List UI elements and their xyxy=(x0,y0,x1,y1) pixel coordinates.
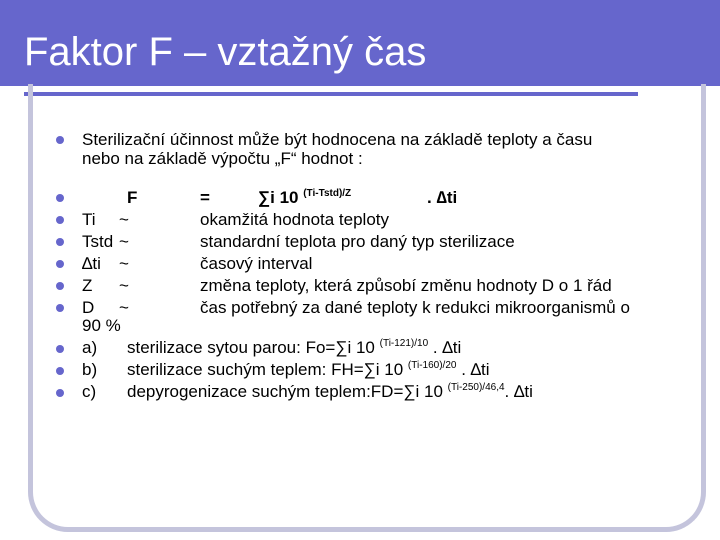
definition-tilde: ~ xyxy=(119,298,129,317)
bullet-icon xyxy=(56,194,64,202)
example-exponent: (Ti-160)/20 xyxy=(407,360,457,371)
intro-line-2: nebo na základě výpočtu „F“ hodnot : xyxy=(82,149,363,168)
definition-tilde: ~ xyxy=(119,276,129,295)
definition-text: změna teploty, která způsobí změnu hodnoty D o 1 řád xyxy=(200,276,612,295)
definition-tilde: ~ xyxy=(119,210,129,229)
definition-symbol: D xyxy=(82,298,95,317)
intro-line-1: Sterilizační účinnost může být hodnocena na základě teploty a času xyxy=(82,130,593,149)
example-exponent: (Ti-250)/46,4 xyxy=(447,382,505,393)
definition-text: standardní teplota pro daný typ sterilizace xyxy=(200,232,515,251)
bullet-icon xyxy=(56,216,64,224)
formula-tail: . ∆ti xyxy=(427,188,458,207)
bullet-icon xyxy=(56,367,64,375)
definition-tilde: ~ xyxy=(119,232,129,251)
example-body: depyrogenizace suchým teplem:FD=∑i 10 xyxy=(127,382,443,401)
bullet-icon xyxy=(56,304,64,312)
definition-symbol: Ti xyxy=(82,210,96,229)
definition-symbol: Tstd xyxy=(82,232,114,251)
example-tail: . ∆ti xyxy=(504,382,533,401)
bullet-icon xyxy=(56,389,64,397)
definition-text: čas potřebný za dané teploty k redukci mikroorganismů o xyxy=(200,298,630,317)
formula-exponent: (Ti-Tstd)/Z xyxy=(303,188,352,199)
example-text xyxy=(127,338,461,361)
definition-tilde: ~ xyxy=(119,254,129,273)
example-label: b) xyxy=(82,360,98,379)
formula-base: ∑i 10 xyxy=(258,188,299,207)
bullet-icon xyxy=(56,260,64,268)
bullet-icon xyxy=(56,282,64,290)
example-text xyxy=(127,382,533,405)
bullet-icon xyxy=(56,238,64,246)
definition-text: okamžitá hodnota teploty xyxy=(200,210,390,229)
example-body: sterilizace suchým teplem: FH=∑i 10 xyxy=(127,360,404,379)
example-text xyxy=(127,360,490,383)
example-label: a) xyxy=(82,338,98,357)
definition-continuation: 90 % xyxy=(82,316,121,335)
example-tail: . ∆ti xyxy=(461,360,490,379)
example-tail: . ∆ti xyxy=(432,338,462,357)
slide-title: Faktor F – vztažný čas xyxy=(24,30,427,74)
definition-symbol: Z xyxy=(82,276,93,295)
example-label: c) xyxy=(82,382,97,401)
example-exponent: (Ti-121)/10 xyxy=(379,338,429,349)
definition-text: časový interval xyxy=(200,254,313,273)
definition-symbol: ∆ti xyxy=(82,254,101,273)
bullet-icon xyxy=(56,136,64,144)
example-body: sterilizace sytou parou: Fo=∑i 10 xyxy=(127,338,375,357)
bullet-icon xyxy=(56,345,64,353)
formula-equals: = xyxy=(200,188,210,207)
formula-expression xyxy=(258,188,351,211)
formula-symbol: F xyxy=(127,188,138,207)
